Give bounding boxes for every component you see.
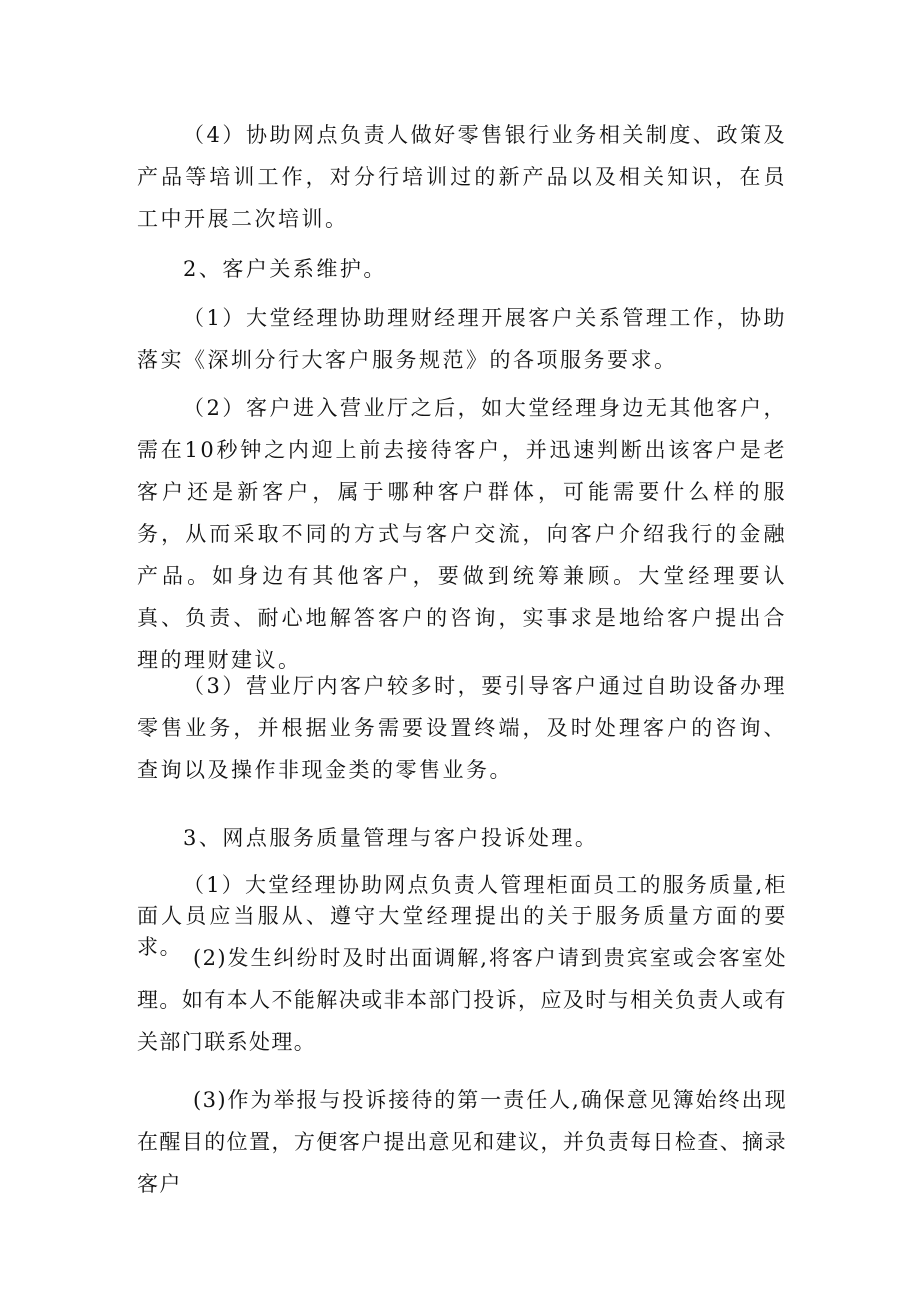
paragraph-relationship-management: （1）大堂经理协助理财经理开展客户关系管理工作，协助落实《深圳分行大客户服务规范》的各项服务要求。 [137, 306, 787, 372]
paragraph-self-service-guidance: （3）营业厅内客户较多时，要引导客户通过自助设备办理零售业务，并根据业务需要设置终端，及时处理客户的咨询、查询以及操作非现金类的零售业务。 [137, 674, 787, 782]
paragraph-training-support: （4）协助网点负责人做好零售银行业务相关制度、政策及产品等培训工作，对分行培训过的新产品以及相关知识，在员工中开展二次培训。 [137, 123, 787, 231]
paragraph-counter-quality: （1）大堂经理协助网点负责人管理柜面员工的服务质量,柜面人员应当服从、遵守大堂经理提出的关于服务质量方面的要求。 [137, 873, 787, 959]
paragraph-complaint-reception: (3)作为举报与投诉接待的第一责任人,确保意见簿始终出现在醒目的位置，方便客户提出意见和建议，并负责每日检查、摘录客户 [137, 1088, 787, 1196]
paragraph-dispute-handling: (2)发生纠纷时及时出面调解,将客户请到贵宾室或会客室处理。如有本人不能解决或非本部门投诉，应及时与相关负责人或有关部门联系处理。 [137, 946, 787, 1054]
section-heading-customer-relations: 2、客户关系维护。 [183, 257, 387, 281]
paragraph-customer-reception: （2）客户进入营业厅之后，如大堂经理身边无其他客户，需在10秒钟之内迎上前去接待客户，并迅速判断出该客户是老客户还是新客户，属于哪种客户群体，可能需要什么样的服务，从而采取不同的方式与客户交流，向客户介绍我行的金融产品。如身边有其他客户，要做到统筹兼顾。大堂经理要认真、负责、耐心地解答客户的咨询，实事求是地给客户提出合理的理财建议。 [137, 396, 787, 672]
section-heading-service-quality: 3、网点服务质量管理与客户投诉处理。 [183, 826, 599, 850]
